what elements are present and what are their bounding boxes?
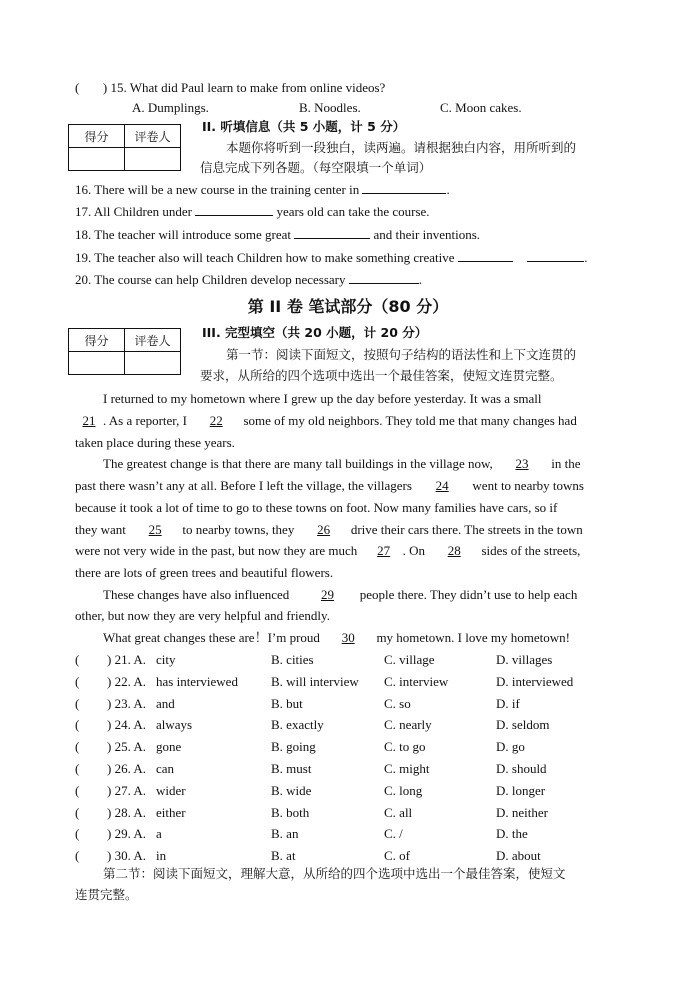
score-label: 得分 [69,329,125,352]
answer-slot[interactable] [82,826,104,842]
answer-slot[interactable] [82,783,104,799]
passage-text: to nearby towns, they [182,522,295,537]
blank-26: 26 [317,522,331,537]
blank-28: 28 [447,543,461,558]
answer-slot[interactable] [82,696,104,712]
q20-row [75,272,422,288]
passage-p2-line3: because it took a lot of time to go to these towns on foot. Now many families have cars, so if [75,500,558,515]
question-paren-open: ( [75,695,80,711]
blank-22: 22 [209,413,223,428]
q15-paren-close: ) [102,80,108,95]
section2-instruction-line1: 本题你将听到一段独白，读两遍。请根据独白内容，用所听到的 [226,140,577,155]
question-paren-open: ( [75,652,80,667]
question-paren-open: ( [75,761,80,776]
passage-text: they want [75,522,126,537]
blank-30: 30 [341,630,355,645]
question-paren-open: ( [75,673,80,689]
passage-p2-line2 [75,478,584,494]
answer-slot[interactable] [82,761,104,777]
passage-text: What great changes these are！I’m proud [103,630,320,645]
q15-row [75,80,385,96]
q15-stem: 15. What did Paul learn to make from online videos? [110,80,386,95]
q16-after: . [446,182,450,197]
question-number: ) 23. A. [107,695,146,711]
question-paren-open: ( [75,782,80,798]
option-c[interactable]: C. might [384,761,430,776]
section3-part2-line2: 连贯完整。 [75,887,138,902]
option-d[interactable]: D. seldom [496,717,550,733]
option-c[interactable]: C. all [384,804,413,820]
option-a[interactable]: a [156,826,162,842]
section3-heading: III. 完型填空（共 20 小题，计 20 分） [202,325,428,340]
section2-heading: II. 听填信息（共 5 小题，计 5 分） [202,119,406,134]
q20-after: . [418,272,422,287]
blank-29: 29 [321,587,335,602]
question-paren-open: ( [75,804,80,820]
question-number: ) 29. A. [107,826,146,842]
passage-text: drive their cars there. The streets in the town [350,522,583,537]
option-b[interactable]: B. exactly [271,717,324,733]
option-a[interactable]: either [156,804,186,820]
q17-after: years old can take the course. [276,204,430,219]
option-a[interactable]: has interviewed [156,673,238,689]
q17-row [75,204,430,220]
passage-p3-line1 [103,587,577,603]
passage-p2-line6: there are lots of green trees and beautiful flowers. [75,565,334,580]
option-c[interactable]: C. long [384,782,423,798]
question-number: ) 27. A. [107,782,146,798]
passage-p2-line4 [75,522,583,538]
option-b[interactable]: B. at [271,848,296,864]
question-number: ) 22. A. [107,673,146,689]
question-paren-open: ( [75,848,80,864]
passage-p1-line2 [75,413,577,429]
option-c[interactable]: C. nearly [384,717,432,733]
option-c[interactable]: C. of [384,848,410,864]
q18-row [75,227,480,243]
option-b[interactable]: B. an [271,826,299,842]
answer-slot[interactable] [82,674,104,690]
option-a[interactable]: wider [156,782,186,798]
section3-instruction-line2: 要求，从所给的四个选项中选出一个最佳答案，使短文连贯完整。 [200,368,563,383]
q18-blank[interactable] [294,227,370,239]
passage-p2-line5 [75,543,580,559]
option-b[interactable]: B. wide [271,782,312,798]
score-cell[interactable] [69,148,125,171]
passage-text: . On [402,543,425,558]
option-a[interactable]: always [156,717,193,733]
q15-option-c: C. Moon cakes. [440,100,522,115]
answer-slot[interactable] [82,805,104,821]
passage-text: went to nearby towns [472,478,584,493]
section3-instruction-line1: 第一节：阅读下面短文，按照句子结构的语法性和上下文连贯的 [226,347,577,362]
score-table-cloze [68,328,181,375]
q19-blank-1[interactable] [458,250,513,262]
score-label: 得分 [69,125,125,148]
question-paren-open: ( [75,826,80,842]
blank-25: 25 [148,522,162,537]
answer-slot[interactable] [82,717,104,733]
passage-text: some of my old neighbors. They told me that many changes had [243,413,577,428]
option-c[interactable]: C. / [384,826,403,842]
question-number: ) 28. A. [107,804,146,820]
section2-instruction-line2: 信息完成下列各题。（每空限填一个单词） [200,160,432,175]
blank-27: 27 [377,543,391,558]
option-c[interactable]: C. village [384,652,435,667]
passage-text: . As a reporter, I [103,413,187,428]
option-a[interactable]: in [156,848,167,864]
passage-p4-line1 [103,630,570,646]
passage-text: sides of the streets, [481,543,581,558]
option-d[interactable]: D. if [496,695,520,711]
passage-text: The greatest change is that there are many tall buildings in the village now, [103,456,493,471]
passage-p1-line1: I returned to my hometown where I grew up the day before yesterday. It was a small [103,391,542,406]
q20-text: 20. The course can help Children develop necessary [75,272,346,287]
option-b[interactable]: B. will interview [271,673,359,689]
grader-label: 评卷人 [125,329,181,352]
option-b[interactable]: B. both [271,804,310,820]
passage-text: past there wasn’t any at all. Before I left the village, the villagers [75,478,412,493]
option-c[interactable]: C. to go [384,739,426,755]
option-d[interactable]: D. about [496,848,541,864]
q15-option-b: B. Noodles. [299,100,361,115]
option-b[interactable]: B. cities [271,652,314,667]
score-cell[interactable] [69,352,125,375]
option-d[interactable]: D. go [496,739,525,755]
passage-text: were not very wide in the past, but now they are much [75,543,358,558]
option-d[interactable]: D. should [496,761,547,776]
q18-text: 18. The teacher will introduce some great [75,227,291,242]
question-number: ) 24. A. [107,717,146,733]
option-a[interactable]: and [156,695,175,711]
option-d[interactable]: D. interviewed [496,673,574,689]
section3-part2-line1: 第二节：阅读下面短文，理解大意，从所给的四个选项中选出一个最佳答案，使短文 [103,866,566,881]
option-b[interactable]: B. but [271,695,303,711]
option-b[interactable]: B. must [271,761,312,776]
q19-blank-2[interactable] [527,250,584,262]
option-d[interactable]: D. the [496,826,528,842]
option-d[interactable]: D. longer [496,782,546,798]
option-d[interactable]: D. neither [496,804,548,820]
option-a[interactable]: gone [156,739,182,755]
option-d[interactable]: D. villages [496,652,553,667]
passage-text: in the [551,456,581,471]
q20-blank[interactable] [349,272,419,284]
q18-after: and their inventions. [373,227,481,242]
q15-option-a: A. Dumplings. [132,100,209,115]
q16-text: 16. There will be a new course in the training center in [75,182,360,197]
grader-cell[interactable] [125,352,181,375]
passage-p2-line1 [103,456,581,472]
q17-blank[interactable] [195,204,273,216]
question-paren-open: ( [75,717,80,733]
score-table-listening [68,124,181,171]
part2-title: 第 II 卷 笔试部分（80 分） [247,297,449,316]
q17-text: 17. All Children under [75,204,192,219]
answer-slot[interactable] [82,848,104,864]
passage-text: my hometown. I love my hometown! [376,630,570,645]
blank-24: 24 [435,478,449,493]
q16-row [75,182,450,198]
passage-text: These changes have also influenced [103,587,290,602]
q19-row [75,250,588,266]
option-b[interactable]: B. going [271,739,316,755]
q15-paren-open: ( [75,80,80,95]
passage-text: people there. They didn’t use to help each [359,587,578,602]
q19-after: . [584,250,588,265]
option-c[interactable]: C. interview [384,673,449,689]
grader-label: 评卷人 [125,125,181,148]
question-number: ) 30. A. [107,848,146,864]
answer-slot[interactable] [82,739,104,755]
q16-blank[interactable] [362,182,446,194]
question-number: ) 25. A. [107,739,146,755]
question-number: ) 21. A. [107,652,146,667]
option-c[interactable]: C. so [384,695,411,711]
blank-21: 21 [82,413,96,428]
blank-23: 23 [515,456,529,471]
question-number: ) 26. A. [107,761,146,776]
option-a[interactable]: can [156,761,175,776]
passage-p1-line3: taken place during these years. [75,435,235,450]
option-a[interactable]: city [156,652,176,667]
grader-cell[interactable] [125,148,181,171]
passage-p3-line2: other, but now they are very helpful and friendly. [75,608,330,623]
answer-slot[interactable] [82,652,104,668]
question-paren-open: ( [75,739,80,755]
q19-text: 19. The teacher also will teach Children how to make something creative [75,250,455,265]
